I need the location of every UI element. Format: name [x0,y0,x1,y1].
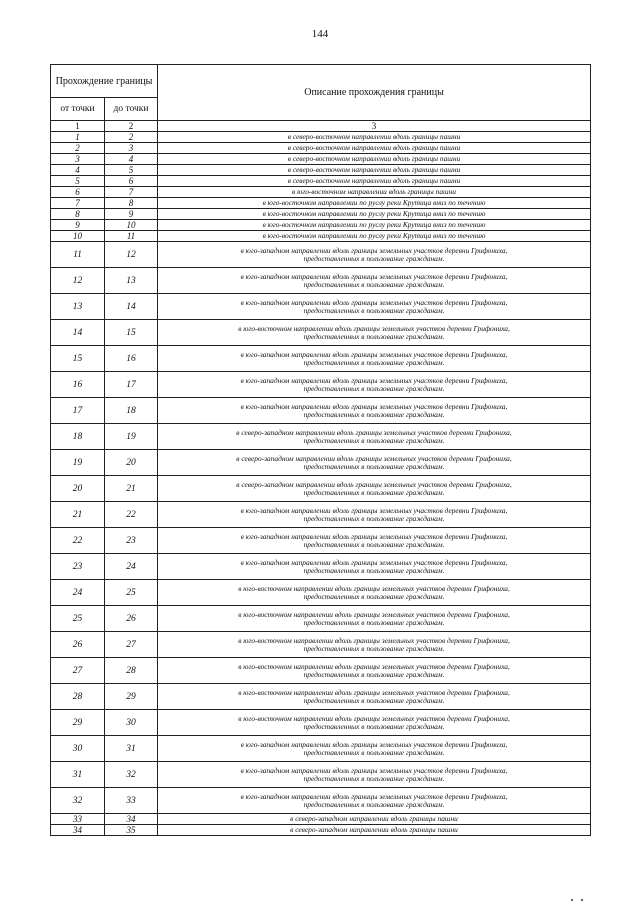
table-row [51,231,591,242]
table-row [51,710,591,736]
description-cell [158,632,591,658]
description-line: в юго-восточном направлении вдоль границы земельных участков деревни Грифониха, [238,713,510,723]
description-line: в юго-восточном направлении вдоль границы земельных участков деревни Грифониха, [238,323,510,333]
to-point-cell: 14 [105,294,158,320]
description-line-continued: предоставленных в пользование гражданам. [303,643,445,653]
description-line: в юго-восточном направлении по руслу реки Крутица вниз по течению [262,209,486,218]
description-line-continued: предоставленных в пользование гражданам. [303,409,445,419]
table-row [51,424,591,450]
table-row [51,450,591,476]
to-point-cell: 3 [105,143,158,154]
table-row [51,132,591,143]
table-row [51,398,591,424]
description-line: в юго-западном направлении вдоль границы земельных участков деревни Грифониха, [240,271,508,281]
description-cell [158,154,591,165]
from-point-cell: 25 [51,606,105,632]
to-point-cell: 15 [105,320,158,346]
description-line-continued: предоставленных в пользование гражданам. [303,435,445,445]
to-point-cell: 27 [105,632,158,658]
from-point-cell: 4 [51,165,105,176]
description-line-continued: предоставленных в пользование гражданам. [303,565,445,575]
from-point-cell: 6 [51,187,105,198]
to-point-cell: 31 [105,736,158,762]
to-point-cell: 30 [105,710,158,736]
table-row [51,814,591,825]
description-cell [158,294,591,320]
to-point-cell: 9 [105,209,158,220]
from-point-cell: 11 [51,242,105,268]
table-body [51,121,591,836]
description-line-continued: предоставленных в пользование гражданам. [303,669,445,679]
from-point-cell: 13 [51,294,105,320]
description-cell [158,736,591,762]
description-line-continued: предоставленных в пользование гражданам. [303,305,445,315]
column-number-row [51,121,591,132]
from-point-cell: 2 [51,143,105,154]
description-line: в северо-западном направлении вдоль границы пашни [290,814,458,823]
description-line-continued: предоставленных в пользование гражданам. [303,357,445,367]
to-point-cell: 22 [105,502,158,528]
table-row [51,198,591,209]
description-line: в северо-восточном направлении вдоль границы пашни [287,176,461,185]
to-point-cell: 10 [105,220,158,231]
boundary-table [50,64,591,836]
column-number: 1 [51,121,105,132]
description-line-continued: предоставленных в пользование гражданам. [303,721,445,731]
description-line-continued: предоставленных в пользование гражданам. [303,383,445,393]
from-point-cell: 8 [51,209,105,220]
description-line: в юго-восточном направлении вдоль границы земельных участков деревни Грифониха, [238,609,510,619]
table-row [51,502,591,528]
boundary-table-container [50,64,590,836]
to-point-cell: 29 [105,684,158,710]
table-row [51,684,591,710]
from-point-cell: 17 [51,398,105,424]
description-line-continued: предоставленных в пользование гражданам. [303,253,445,263]
from-point-cell: 28 [51,684,105,710]
description-line: в юго-восточном направлении по руслу реки Крутица вниз по течению [262,198,486,207]
description-line-continued: предоставленных в пользование гражданам. [303,513,445,523]
description-line: в юго-восточном направлении по руслу реки Крутица вниз по течению [262,231,486,240]
table-row [51,187,591,198]
description-cell [158,231,591,242]
from-point-cell: 15 [51,346,105,372]
table-row [51,632,591,658]
description-line-continued: предоставленных в пользование гражданам. [303,747,445,757]
description-line-continued: предоставленных в пользование гражданам. [303,591,445,601]
description-cell [158,220,591,231]
table-row [51,176,591,187]
to-point-cell: 35 [105,825,158,836]
to-point-cell: 26 [105,606,158,632]
from-point-cell: 22 [51,528,105,554]
to-point-cell: 2 [105,132,158,143]
table-row [51,580,591,606]
table-row [51,320,591,346]
to-point-cell: 13 [105,268,158,294]
description-cell [158,372,591,398]
description-cell [158,143,591,154]
description-line: в юго-восточном направлении вдоль границы земельных участков деревни Грифониха, [238,687,510,697]
page-number: 144 [311,28,329,40]
table-row [51,554,591,580]
description-line: в северо-западном направлении вдоль границы пашни [290,825,458,834]
description-cell [158,398,591,424]
description-line: в юго-западном направлении вдоль границы земельных участков деревни Грифониха, [240,791,508,801]
to-point-cell: 17 [105,372,158,398]
description-cell [158,658,591,684]
from-point-cell: 23 [51,554,105,580]
to-point-cell: 18 [105,398,158,424]
from-point-cell: 29 [51,710,105,736]
column-number: 2 [105,121,158,132]
from-point-cell: 1 [51,132,105,143]
description-line: в юго-западном направлении вдоль границы земельных участков деревни Грифониха, [240,765,508,775]
table-row [51,294,591,320]
from-point-cell: 9 [51,220,105,231]
from-point-cell: 12 [51,268,105,294]
description-cell [158,814,591,825]
description-line: в северо-западном направлении вдоль границы земельных участков деревни Грифониха, [236,453,512,463]
to-point-cell: 4 [105,154,158,165]
table-row [51,220,591,231]
description-cell [158,684,591,710]
description-line: в юго-западном направлении вдоль границы земельных участков деревни Грифониха, [240,401,508,411]
from-point-cell: 32 [51,788,105,814]
table-row [51,658,591,684]
to-point-cell: 8 [105,198,158,209]
from-point-cell: 21 [51,502,105,528]
description-cell [158,176,591,187]
description-cell [158,450,591,476]
from-point-cell: 5 [51,176,105,187]
description-line: в юго-восточном направлении вдоль границы земельных участков деревни Грифониха, [238,661,510,671]
description-cell [158,502,591,528]
description-line-continued: предоставленных в пользование гражданам. [303,331,445,341]
description-cell [158,476,591,502]
to-point-cell: 20 [105,450,158,476]
description-line-continued: предоставленных в пользование гражданам. [303,279,445,289]
table-row [51,242,591,268]
description-line: в юго-восточном направлении вдоль границы земельных участков деревни Грифониха, [238,635,510,645]
to-point-cell: 28 [105,658,158,684]
description-line: в юго-западном направлении вдоль границы земельных участков деревни Грифониха, [240,297,508,307]
table-row [51,165,591,176]
description-line-continued: предоставленных в пользование гражданам. [303,617,445,627]
scan-speck [571,899,573,901]
table-row [51,606,591,632]
table-row [51,154,591,165]
description-cell [158,242,591,268]
from-point-cell: 19 [51,450,105,476]
description-cell [158,424,591,450]
from-point-cell: 34 [51,825,105,836]
description-cell [158,187,591,198]
description-cell [158,580,591,606]
to-point-cell: 25 [105,580,158,606]
to-point-cell: 32 [105,762,158,788]
description-cell [158,198,591,209]
from-point-cell: 33 [51,814,105,825]
table-row [51,346,591,372]
from-point-cell: 7 [51,198,105,209]
from-point-cell: 14 [51,320,105,346]
description-line-continued: предоставленных в пользование гражданам. [303,695,445,705]
to-point-cell: 16 [105,346,158,372]
description-line-continued: предоставленных в пользование гражданам. [303,461,445,471]
description-cell [158,346,591,372]
to-point-cell: 23 [105,528,158,554]
description-cell [158,762,591,788]
description-line: в юго-восточном направлении вдоль границы земельных участков деревни Грифониха, [238,583,510,593]
to-point-cell: 19 [105,424,158,450]
from-point-cell: 16 [51,372,105,398]
to-point-cell: 33 [105,788,158,814]
to-point-cell: 12 [105,242,158,268]
scan-speck [581,899,583,901]
description-line: в северо-западном направлении вдоль границы земельных участков деревни Грифониха, [236,427,512,437]
header-boundary-passage: Прохождение границы [51,65,158,98]
description-line: в юго-западном направлении вдоль границы земельных участков деревни Грифониха, [240,739,508,749]
description-line: в северо-восточном направлении вдоль границы пашни [287,154,461,163]
description-line-continued: предоставленных в пользование гражданам. [303,487,445,497]
to-point-cell: 11 [105,231,158,242]
description-line: в северо-западном направлении вдоль границы земельных участков деревни Грифониха, [236,479,512,489]
description-cell [158,528,591,554]
from-point-cell: 18 [51,424,105,450]
description-line-continued: предоставленных в пользование гражданам. [303,773,445,783]
header-from-point: от точки [51,98,105,121]
description-line: в юго-западном направлении вдоль границы земельных участков деревни Грифониха, [240,505,508,515]
from-point-cell: 3 [51,154,105,165]
header-to-point: до точки [105,98,158,121]
table-row [51,143,591,154]
table-row [51,372,591,398]
description-cell [158,132,591,143]
description-line-continued: предоставленных в пользование гражданам. [303,539,445,549]
description-line: в юго-западном направлении вдоль границы земельных участков деревни Грифониха, [240,245,508,255]
description-line: в юго-западном направлении вдоль границы земельных участков деревни Грифониха, [240,557,508,567]
description-cell [158,209,591,220]
table-row [51,476,591,502]
from-point-cell: 27 [51,658,105,684]
description-line: в юго-западном направлении вдоль границы земельных участков деревни Грифониха, [240,375,508,385]
description-line: в юго-западном направлении вдоль границы земельных участков деревни Грифониха, [240,349,508,359]
header-boundary-description: Описание прохождения границы [158,65,591,121]
from-point-cell: 20 [51,476,105,502]
to-point-cell: 34 [105,814,158,825]
table-row [51,268,591,294]
to-point-cell: 7 [105,187,158,198]
description-line: в юго-западном направлении вдоль границы земельных участков деревни Грифониха, [240,531,508,541]
table-row [51,209,591,220]
from-point-cell: 10 [51,231,105,242]
description-line: в северо-восточном направлении вдоль границы пашни [287,132,461,141]
description-cell [158,788,591,814]
column-number: 3 [158,121,591,132]
description-cell [158,320,591,346]
from-point-cell: 30 [51,736,105,762]
table-row [51,736,591,762]
table-row [51,825,591,836]
from-point-cell: 24 [51,580,105,606]
to-point-cell: 21 [105,476,158,502]
description-line: в юго-восточном направлении вдоль границы пашни [292,187,456,196]
description-cell [158,710,591,736]
description-cell [158,268,591,294]
to-point-cell: 5 [105,165,158,176]
description-line-continued: предоставленных в пользование гражданам. [303,799,445,809]
description-cell [158,606,591,632]
description-line: в юго-восточном направлении по руслу реки Крутица вниз по течению [262,220,486,229]
description-line: в северо-восточном направлении вдоль границы пашни [287,143,461,152]
description-cell [158,825,591,836]
table-row [51,762,591,788]
from-point-cell: 26 [51,632,105,658]
table-row [51,788,591,814]
description-cell [158,165,591,176]
description-cell [158,554,591,580]
from-point-cell: 31 [51,762,105,788]
description-line: в северо-восточном направлении вдоль границы пашни [287,165,461,174]
to-point-cell: 24 [105,554,158,580]
to-point-cell: 6 [105,176,158,187]
table-row [51,528,591,554]
